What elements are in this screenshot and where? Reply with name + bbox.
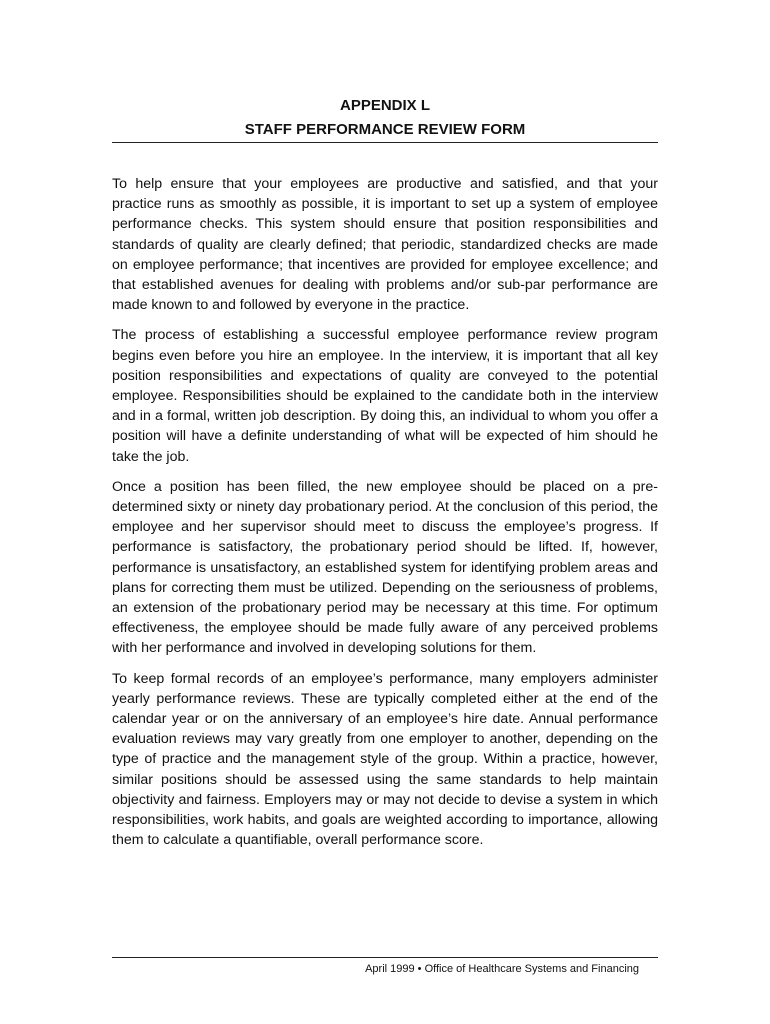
appendix-label: APPENDIX L — [339, 97, 430, 114]
title-block — [112, 94, 658, 142]
paragraph-annual-review: To keep formal records of an employee’s performance, many employers administer yearly performance reviews. These are typically completed either at the end of the calendar year or on the anniversary of an employee’s hire date. Annual performance evaluation reviews may vary greatly from one employer to another, depending on the type of practice and the management style of the group. Within a practice, however, similar positions should be assessed using the same standards to help maintain objectivity and fairness. Employers may or may not decide to devise a system in which responsibilities, work habits, and goals are weighted according to importance, allowing them to calculate a quantifiable, overall performance score. — [112, 670, 658, 849]
footer-divider — [112, 957, 658, 958]
title-divider — [112, 142, 658, 143]
body-text — [112, 174, 658, 861]
form-title: STAFF PERFORMANCE REVIEW FORM — [244, 121, 526, 138]
paragraph-intro: To help ensure that your employees are productive and satisfied, and that your practice runs as smoothly as possible, it is important to set up a system of employee performance checks. This system should ensure that position responsibilities and standards of quality are clearly defined; that periodic, standardized checks are made on employee performance; that incentives are provided for employee excellence; and that established avenues for dealing with problems and/or sub-par performance are made known to and followed by everyone in the practice. — [112, 176, 658, 314]
page-footer: April 1999 • Office of Healthcare Systems and Financing — [365, 963, 639, 975]
paragraph-probation: Once a position has been filled, the new employee should be placed on a pre-determined sixty or ninety day probationary period. At the conclusion of this period, the employee and her supervisor should meet to discuss the employee’s progress. If performance is satisfactory, the probationary period should be lifted. If, however, performance is unsatisfactory, an established system for identifying problem areas and plans for correcting them must be utilized. Depending on the seriousness of problems, an extension of the probationary period may be necessary at this time. For optimum effectiveness, the employee should be made fully aware of any perceived problems with her performance and involved in developing solutions for them. — [112, 478, 658, 657]
paragraph-hiring: The process of establishing a successful employee performance review program begins even before you hire an employee. In the interview, it is important that all key position responsibilities and expectations of quality are conveyed to the potential employee. Responsibilities should be explained to the candidate both in the interview and in a formal, written job description. By doing this, an individual to whom you offer a position will have a definite understanding of what will be expected of him should he take the job. — [112, 327, 658, 465]
